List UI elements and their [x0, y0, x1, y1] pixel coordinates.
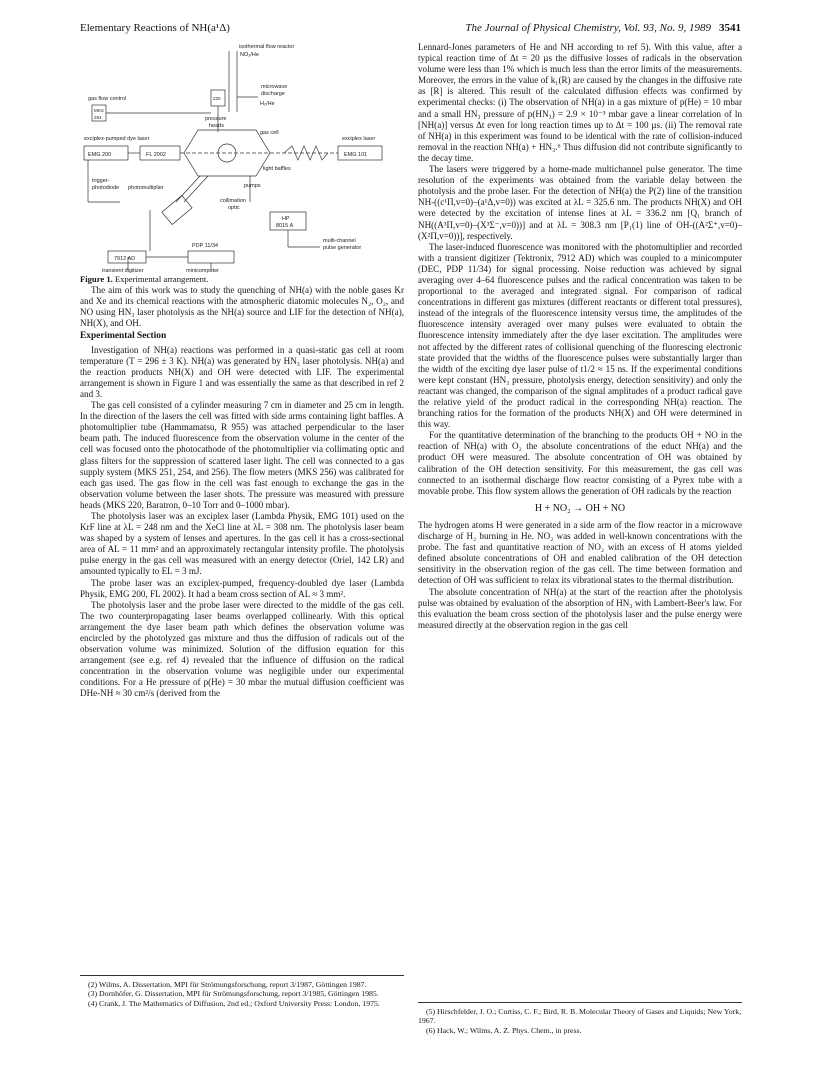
intro-paragraph: The aim of this work was to study the quenching of NH(a) with the noble gases Kr and Xe and its chemical reactions with the atmospheric diatomic molecules N₂, O₂, and NO using HN₃ laser photolysis as the NH(a) source and LIF for the detection of NH(a), NH(X), and OH. [80, 285, 404, 329]
label-fl2002: FL 2002 [146, 152, 166, 158]
footnote: (3) Dornhöfer, G. Dissertation, MPI für Strömungsforschung, report 3/1985, Göttingen 1985. [88, 989, 379, 999]
footnote: (4) Crank, J. The Mathematics of Diffusion, 2nd ed.; Oxford University Press: London, 1975. [88, 998, 380, 1008]
footnote: (5) Hirschfelder, J. O.; Curtiss, C. F.; Bird, R. B. Molecular Theory of Gases and Liquids; New York, 1967. [418, 1007, 742, 1026]
caption-label: Figure 1. [80, 274, 113, 284]
label-multichannel: multi-channel [323, 238, 356, 244]
label-exciplex-pumped: exciplex-pumped dye laser [84, 136, 150, 142]
label-tek: 7912 AD [114, 256, 136, 262]
label-mks220: 220 [213, 96, 221, 101]
label-exciplex-laser: exciplex laser [342, 136, 376, 142]
label-baffles: light baffles [263, 166, 291, 172]
footnotes-left [80, 975, 404, 1008]
footnote: (2) Wilms, A. Dissertation, MPI für Strömungsforschung, report 3/1987, Göttingen 1987. [88, 980, 367, 989]
paragraph: The laser-induced fluorescence was monitored with the photomultiplier and recorded with a transient digitizer (Tektronix, 7912 AD) which was coupled to a minicomputer (DEC, PDP 11/34) for signal processing. Noise reduction was achieved by signal averaging over 4–64 fluorescence pulses and the radical concentration was taken to be proportional to the averaged and integrated signal. For comparison of radical concentrations in different gas mixtures (different reactants or different total pressures), instead of the integrals of the fluorescence intensity versus time, the amplitudes of the fluorescence intensity averaged over many pulses were evaluated to obtain the fluorescence intensity immediately after the dye laser excitation. The amplitudes were not affected by the different rates of collisional quenching of the fluorescing electronic state provided that the widths of the fluorescence pulses were substantially larger than the width of the exciting dye laser pulse of t1/2 ≈ 15 ns. If the experimental conditions were kept constant (HN₃ pressure, photolysis energy, detection sensitivity) and only the reactant was changed, the comparison of the signal amplitudes of a product radical gave the relative yield of the product radical in the corresponding NH(a) reaction. The branching ratios for the formation of the products NH(X) and OH were determined in this way. [418, 241, 742, 430]
label-no2he: NO₂/He [240, 52, 259, 58]
label-hp8015: 8015 A [276, 223, 294, 229]
label-digitizer: transient digitizer [102, 268, 144, 274]
journal-name: The Journal of Physical Chemistry, Vol. 93, No. 9, 1989 [465, 22, 711, 34]
label-microwave: microwave [261, 84, 288, 90]
label-heads: heads [209, 123, 224, 129]
page-header [80, 22, 741, 38]
label-pulsegen: pulse generator [323, 245, 362, 251]
footnote: (6) Hack, W.; Wilms, A. Z. Phys. Chem., in press. [426, 1025, 582, 1035]
paragraph: The hydrogen atoms H were generated in a side arm of the flow reactor in a microwave discharge of H₂ burning in He. NO₂ was added in well-known concentrations with the probe. The fast and quantitative reaction of NO₂ with an excess of H atoms yielded defined absolute concentrations of OH and enabled calibration of the OH detection sensitivity in the observation region of the gas cell. The time between formation and detection of OH was sufficient to relax its vibrational states to the thermal distribution. [418, 519, 742, 586]
label-mks: MKS [94, 108, 104, 113]
reaction-equation: H + NO₂ → OH + NO [534, 502, 626, 514]
label-h2he: H₂/He [260, 101, 275, 107]
paragraph: The gas cell consisted of a cylinder measuring 7 cm in diameter and 25 cm in length. In the direction of the lasers the cell was fitted with side arms containing light baffles. A photomultiplier tube (Hammamatsu, R 955) was attached perpendicular to the laser beam path. The induced fluorescence from the observation volume in the center of the cell was focused onto the photocathode of the photomultiplier via collimating optic and glass filters for the suppression of scattered laser light. The cell was connected to a gas supply system (MKS 251, 254, and 256). The flow meters (MKS 256) was calibrated for each gas used. The gas flow in the cell was fast enough to exchange the gas in the observation volume between the laser shots. The pressure was measured with pressure heads (MKS 220, Baratron, 0–10 Torr and 0–1000 mbar). [80, 400, 404, 510]
figure-caption [80, 274, 404, 285]
label-gasflow: gas flow control [88, 96, 127, 102]
paragraph: The probe laser was an exciplex-pumped, frequency-doubled dye laser (Lambda Physik, EMG 200, FL 2002). It had a beam cross section of AL ≈ 3 mm². [80, 577, 404, 599]
label-gascell: gas cell [260, 130, 279, 136]
caption-text: Experimental arrangement. [114, 274, 209, 284]
pdp-box [188, 251, 234, 263]
experimental-arrangement-diagram [80, 42, 404, 274]
paragraph: Lennard-Jones parameters of He and NH according to ref 5). With this value, after a typical reaction time of Δt = 20 µs the diffusive losses of radicals in the observation volume were less than 1% which is much less than the error limits of the measurements. Moreover, the errors in the value of k₁(R) are caused by the changes in the diffusive rate as [R] is altered. This result of the calculated diffusion effects was confirmed by experimental checks: (i) The observation of NH(a) in a gas mixture of p(He) = 10 mbar and a small HN₃ pressure of p(HN₃) = 2.9 × 10⁻³ mbar gave a linear correlation of ln [NH(a)] versus Δt even for long reaction times up to Δt = 100 µs. (ii) The removal rate of NH(a) in this experiment was found to be identical with the rate of collision-induced removal in the reaction NH(a) + HN₃.⁶ Thus diffusion did not contribute significantly to the decay time. [418, 42, 742, 163]
label-discharge: discharge [261, 91, 285, 97]
label-pressure: pressure [205, 116, 227, 122]
label-minicomputer: minicomputer [186, 268, 220, 274]
label-optic: optic [228, 205, 240, 211]
paragraph: The photolysis laser was an exciplex laser (Lambda Physik, EMG 101) used on the KrF line at λL = 248 nm and the XeCl line at λL = 308 nm. The photolysis laser beam was shaped by a system of lenses and apertures. In the gas cell it has a cross-sectional area of AL = 11 mm² and an approximately rectangular intensity profile. The photolysis pulse energy in the gas cell was measured with an energy detector (Oriel, 142 LR) and amounted typically to EL = 3 mJ. [80, 510, 404, 577]
left-column [80, 42, 404, 700]
label-photomultiplier: photomultiplier [128, 185, 164, 191]
section-heading: Experimental Section [80, 331, 167, 342]
paragraph: Investigation of NH(a) reactions was performed in a quasi-static gas cell at room temperature (T = 296 ± 3 K). NH(a) was generated by HN₃ laser photolysis. NH(a) and the reaction products NH(X) and OH were detected with LIF. The experimental arrangement is shown in Figure 1 and was essentially the same as that described in ref 2 and 3. [80, 344, 404, 399]
label-pumps: pumps [244, 183, 261, 189]
paragraph: The lasers were triggered by a home-made multichannel pulse generator. The time resolution of the experiments was obtained from the variable delay between the photolysis and the probe laser. For the detection of NH(a) the P(2) line of the transition NH-((c¹Π,v=0)–(a¹Δ,v=0)) was excited at λL = 325.6 nm. The products NH(X) and OH were detected by the excitation of intense lines at λL = 336.2 nm [Q₁ branch of NH((A³Π,v=0)–(X³Σ⁻,v=0))] and at λL = 308.3 nm [P₁(1) line of OH-((A²Σ⁺,v=0)–(X²Π,v=0))], respectively. [418, 164, 742, 241]
label-trigger: trigger- [92, 178, 110, 184]
label-mks254: 254 [94, 115, 102, 120]
label-collimation: collimation [220, 198, 246, 204]
label-emg200: EMG 200 [88, 152, 112, 158]
running-title: Elementary Reactions of NH(a¹Δ) [80, 22, 230, 34]
label-emg101: EMG 101 [344, 152, 368, 158]
label-hp: HP [282, 216, 290, 222]
footnotes-right [418, 1002, 742, 1035]
figure-1 [80, 42, 404, 274]
label-photodiode: photodiode [92, 185, 120, 191]
paragraph: The photolysis laser and the probe laser were directed to the middle of the gas cell. The two counterpropagating laser beams overlapped collinearly. With this optical arrangement the dye laser beam path which defines the observation volume was encircled by the photolyzed gas mixture and thus the diffusion of radicals out of the observation volume was minimized. Solution of the diffusion equation for this arrangement (see e.g. ref 4) revealed that the influence of diffusion on the radical concentration in the observation volume was negligible under our experimental conditions. For a He pressure of p(He) = 30 mbar the mutual diffusion coefficient was DHe-NH ≈ 30 cm²/s (derived from the [80, 599, 404, 699]
right-column [418, 42, 742, 631]
paragraph: The absolute concentration of NH(a) at the start of the reaction after the photolysis pulse was obtained by evaluation of the absorption of HN₃ with Lambert-Beer's law. For this evaluation the beam cross section of the photolysis laser and the pulse energy were measured directly at the observation region in the gas cell [418, 586, 742, 630]
page-number: 3541 [719, 22, 741, 34]
journal-citation [465, 22, 741, 34]
label-pdp: PDP 11/34 [192, 243, 219, 249]
label-reactor: isothermal flow reactor [239, 44, 295, 50]
paragraph: For the quantitative determination of the branching to the products OH + NO in the reaction of NH(a) with O₂ the absolute concentrations of the educt NH(a) and the product OH were measured. The absolute concentration of OH was obtained by calibration of the OH detection sensitivity. For this measurement, the gas cell was connected to an isothermal discharge flow reactor consisting of a Pyrex tube with a movable probe. This flow system allows the generation of OH radicals by the reaction [418, 430, 742, 496]
